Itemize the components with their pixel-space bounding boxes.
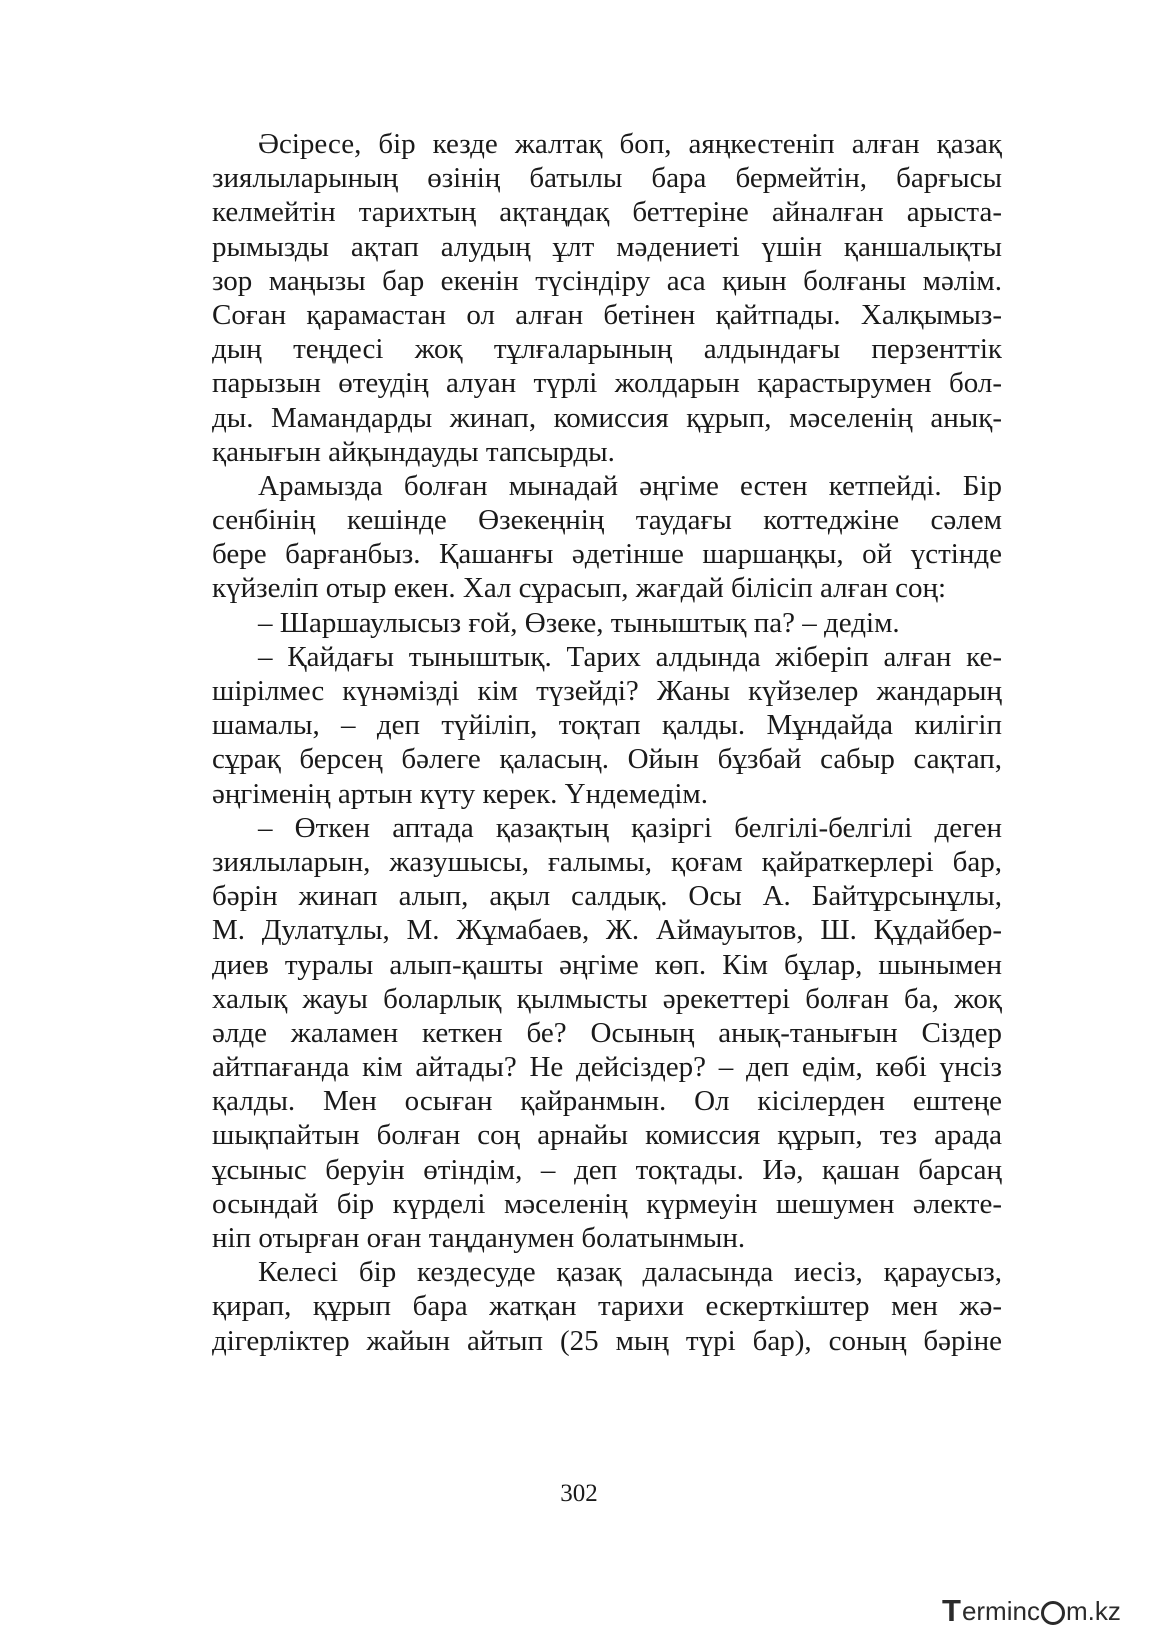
text-line: ды. Мамандарды жинап, комиссия құрып, мәселенің анық- bbox=[212, 401, 1002, 434]
text-line: Әсіресе, бір кезде жалтақ боп, аяңкестеніп алған қазақ bbox=[258, 128, 1002, 160]
text-line: парызын өтеудің алуан түрлі жолдарын қарастырумен бол- bbox=[212, 367, 1002, 400]
text-line: келмейтін тарихтың ақтаңдақ беттеріне айналған арыста- bbox=[212, 196, 1002, 229]
watermark-prefix: T bbox=[942, 1593, 961, 1628]
text-line: шірілмес күнәмізді кім түзейді? Жаны күйзелер жандарың bbox=[212, 675, 1002, 707]
watermark-circle-icon bbox=[1041, 1601, 1065, 1625]
text-line: халық жауы боларлық қылмысты әрекеттері болған ба, жоқ bbox=[212, 982, 1002, 1015]
text-line: зиялыларын, жазушысы, ғалымы, қоғам қайраткерлері бар, bbox=[212, 845, 1002, 878]
text-line: зор маңызы бар екенін түсіндіру аса қиын болғаны мәлім. bbox=[212, 264, 1002, 297]
watermark-middle: erminc bbox=[961, 1595, 1040, 1626]
watermark-suffix: m.kz bbox=[1065, 1595, 1121, 1626]
text-line: шықпайтын болған соң арнайы комиссия құрып, тез арада bbox=[212, 1119, 1002, 1152]
text-line: осындай бір күрделі мәселенің күрмеуін шешумен әлекте- bbox=[212, 1187, 1002, 1220]
text-line: бәрін жинап алып, ақыл салдық. Осы А. Байтұрсынұлы, bbox=[212, 880, 1002, 913]
text-line: шамалы, – деп түйіліп, тоқтап қалды. Мұндайда килігіп bbox=[212, 709, 1002, 742]
text-line: – Шаршаулысыз ғой, Өзеке, тыныштық па? – дедім. bbox=[258, 606, 900, 639]
text-line: айтпағанда кім айтады? Не дейсіздер? – деп едім, көбі үнсіз bbox=[212, 1051, 1002, 1084]
text-line: қанығын айқындауды тапсырды. bbox=[212, 435, 615, 468]
text-line: – Өткен аптада қазақтың қазіргі белгілі-белгілі деген bbox=[258, 811, 1002, 844]
text-line: бере барғанбыз. Қашанғы әдетінше шаршаңқы, ой үстінде bbox=[212, 538, 1002, 571]
text-line: Соған қарамастан ол алған бетінен қайтпады. Халқымыз- bbox=[212, 298, 1002, 331]
text-line: сұрақ берсең бәлеге қаласың. Ойын бұзбай сабыр сақтап, bbox=[212, 743, 1002, 776]
text-line: Келесі бір кездесуде қазақ даласында иесіз, қараусыз, bbox=[258, 1256, 1002, 1289]
text-line: ұсыныс беруін өтіндім, – деп тоқтады. Иә, қашан барсаң bbox=[212, 1153, 1002, 1186]
text-line: ніп отырған оған таңданумен болатынмын. bbox=[212, 1222, 746, 1254]
text-line: Арамызда болған мынадай әңгіме естен кетпейді. Бір bbox=[258, 469, 1002, 502]
text-line: дігерліктер жайын айтып (25 мың түрі бар), соның бәріне bbox=[212, 1324, 1002, 1357]
page-number: 302 bbox=[560, 1480, 598, 1507]
text-line: рымызды ақтап алудың ұлт мәдениеті үшін қаншалықты bbox=[212, 230, 1002, 263]
termincom-watermark-logo bbox=[942, 1593, 1121, 1629]
text-line: қирап, құрып бара жатқан тарихи ескерткіштер мен жә- bbox=[212, 1290, 1002, 1323]
text-line: әңгіменің артын күту керек. Үндемедім. bbox=[212, 777, 709, 810]
text-line: зиялыларының өзінің батылы бара бермейтін, барғысы bbox=[212, 162, 1002, 195]
text-line: – Қайдағы тыныштық. Тарих алдында жіберіп алған ке- bbox=[258, 640, 1002, 673]
text-line: қалды. Мен осыған қайранмын. Ол кісілерден ештеңе bbox=[212, 1085, 1002, 1118]
text-line: әлде жаламен кеткен бе? Осының анық-танығын Сіздер bbox=[212, 1016, 1002, 1049]
page-body bbox=[212, 127, 1002, 1358]
text-line: сенбінің кешінде Өзекеңнің таудағы коттеджіне сәлем bbox=[212, 504, 1002, 537]
text-line: дың теңдесі жоқ тұлғаларының алдындағы перзенттік bbox=[212, 333, 1002, 366]
text-line: М. Дулатұлы, М. Жұмабаев, Ж. Аймауытов, Ш. Құдайбер- bbox=[212, 914, 1002, 947]
text-line: күйзеліп отыр екен. Хал сұрасып, жағдай білісіп алған соң: bbox=[212, 572, 947, 605]
text-line: диев туралы алып-қашты әңгіме көп. Кім бұлар, шынымен bbox=[212, 948, 1002, 981]
